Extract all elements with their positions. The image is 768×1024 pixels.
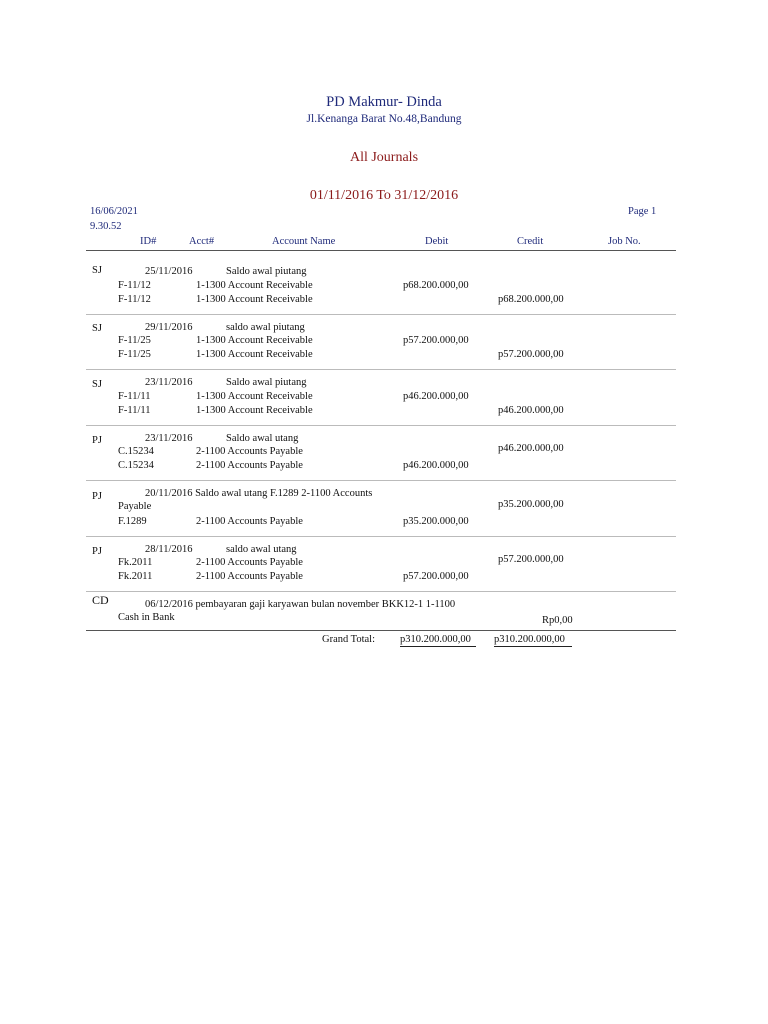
print-time: 9.30.52	[90, 221, 122, 232]
line-account: 1-1300 Account Receivable	[196, 349, 313, 360]
line-account: 1-1300 Account Receivable	[196, 405, 313, 416]
entry-divider	[86, 425, 676, 426]
entry-memo: saldo awal utang	[226, 544, 297, 555]
column-header-id: ID#	[140, 236, 157, 247]
line-id: F-11/25	[118, 349, 151, 360]
entry-date: 28/11/2016	[145, 544, 193, 555]
column-header-account-name: Account Name	[272, 236, 336, 247]
line-credit: p46.200.000,00	[498, 405, 564, 416]
entry-header-wrap: Payable	[118, 501, 152, 512]
column-header-credit: Credit	[517, 236, 544, 247]
column-header-job-no: Job No.	[608, 236, 641, 247]
grand-total-credit: p310.200.000,00	[494, 634, 565, 645]
line-debit: p35.200.000,00	[403, 516, 469, 527]
entry-type: CD	[92, 593, 109, 607]
entry-date: 29/11/2016	[145, 322, 193, 333]
line-id: F-11/25	[118, 335, 151, 346]
column-header-debit: Debit	[425, 236, 449, 247]
line-debit: p57.200.000,00	[403, 335, 469, 346]
page-number: Page 1	[628, 206, 657, 217]
line-debit: p57.200.000,00	[403, 571, 469, 582]
entry-type: PJ	[92, 546, 102, 557]
line-debit: p46.200.000,00	[403, 391, 469, 402]
totals-divider	[86, 630, 676, 631]
report-period: 01/11/2016 To 31/12/2016	[309, 188, 459, 203]
line-credit: p68.200.000,00	[498, 294, 564, 305]
entry-type: SJ	[92, 323, 102, 334]
grand-total-debit-underline	[400, 646, 476, 647]
line-id: Fk.2011	[118, 571, 153, 582]
grand-total-label: Grand Total:	[322, 634, 376, 645]
entry-divider	[86, 369, 676, 370]
entry-type: PJ	[92, 435, 102, 446]
entry-memo: Saldo awal utang	[226, 433, 299, 444]
company-address: Jl.Kenanga Barat No.48,Bandung	[306, 113, 462, 125]
entry-date: 25/11/2016	[145, 266, 193, 277]
entry-memo: Saldo awal piutang	[226, 266, 307, 277]
entry-divider	[86, 314, 676, 315]
line-id: F-11/12	[118, 294, 151, 305]
line-id: F-11/11	[118, 391, 151, 402]
entry-divider	[86, 591, 676, 592]
line-account: 2-1100 Accounts Payable	[196, 516, 303, 527]
line-debit: p68.200.000,00	[403, 280, 469, 291]
line-account: 2-1100 Accounts Payable	[196, 571, 303, 582]
line-credit: p35.200.000,00	[498, 499, 564, 510]
line-id: C.15234	[118, 446, 154, 457]
line-id: F-11/11	[118, 405, 151, 416]
line-credit: p46.200.000,00	[498, 443, 564, 454]
entry-date: 23/11/2016	[145, 377, 193, 388]
entry-date: 23/11/2016	[145, 433, 193, 444]
report-title: All Journals	[349, 150, 419, 165]
line-account: 1-1300 Account Receivable	[196, 335, 313, 346]
entry-header-text: 06/12/2016 pembayaran gaji karyawan bulan november BKK12-1 1-1100	[145, 599, 456, 610]
company-name: PD Makmur- Dinda	[326, 94, 442, 110]
line-account: 2-1100 Accounts Payable	[196, 460, 303, 471]
grand-total-debit: p310.200.000,00	[400, 634, 471, 645]
line-account: 1-1300 Account Receivable	[196, 294, 313, 305]
line-account: 1-1300 Account Receivable	[196, 391, 313, 402]
column-header-acct: Acct#	[189, 236, 215, 247]
line-account: 2-1100 Accounts Payable	[196, 446, 303, 457]
line-account: 1-1300 Account Receivable	[196, 280, 313, 291]
line-id: F.1289	[118, 516, 147, 527]
entry-type: PJ	[92, 491, 102, 502]
line-id: F-11/12	[118, 280, 151, 291]
entry-memo: Saldo awal piutang	[226, 377, 307, 388]
entry-header-text: 20/11/2016 Saldo awal utang F.1289 2-1100 Accounts	[145, 488, 373, 499]
line-debit: p46.200.000,00	[403, 460, 469, 471]
entry-divider	[86, 536, 676, 537]
entry-divider	[86, 480, 676, 481]
line-credit: Rp0,00	[542, 615, 573, 626]
entry-type: SJ	[92, 265, 102, 276]
header-divider	[86, 250, 676, 251]
line-credit: p57.200.000,00	[498, 554, 564, 565]
line-credit: p57.200.000,00	[498, 349, 564, 360]
entry-type: SJ	[92, 379, 102, 390]
entry-header-wrap: Cash in Bank	[118, 612, 175, 623]
print-date: 16/06/2021	[90, 206, 138, 217]
line-id: C.15234	[118, 460, 154, 471]
line-id: Fk.2011	[118, 557, 153, 568]
entry-memo: saldo awal piutang	[226, 322, 305, 333]
line-account: 2-1100 Accounts Payable	[196, 557, 303, 568]
grand-total-credit-underline	[494, 646, 572, 647]
